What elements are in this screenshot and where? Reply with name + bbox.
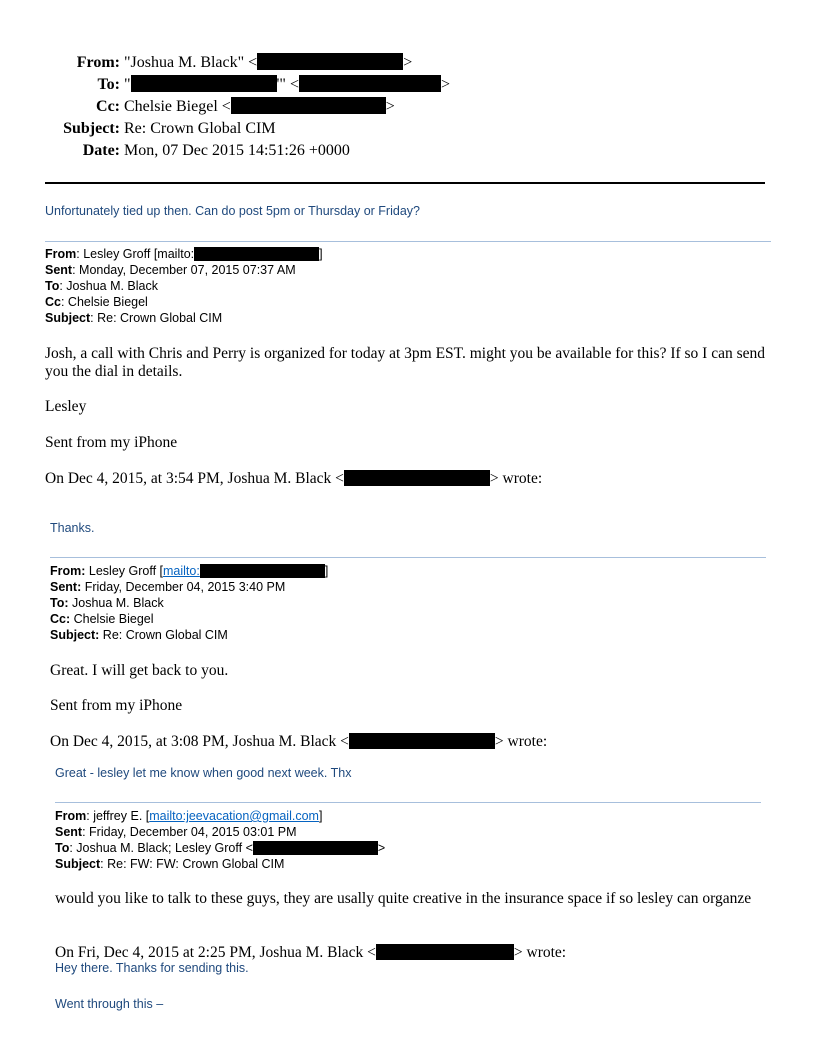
redaction-box [200, 564, 325, 578]
quoted-subject-value: Re: Crown Global CIM [99, 628, 228, 642]
quoted-cc-value: Chelsie Biegel [70, 612, 154, 626]
message-reply-text: Went through this – [55, 997, 164, 1011]
header-to-label: To: [97, 76, 120, 93]
quoted-cc-line [50, 611, 328, 627]
wrote-line-prefix: On Dec 4, 2015, at 3:54 PM, Joshua M. Black < [45, 470, 344, 487]
quoted-cc-label: Cc: [50, 612, 71, 626]
header-from-prefix: "Joshua M. Black" < [124, 54, 258, 71]
wrote-line [50, 733, 547, 751]
wrote-line-suffix: > wrote: [494, 733, 548, 750]
body-paragraph: Great. I will get back to you. [50, 662, 229, 679]
body-paragraph: would you like to talk to these guys, they are usally quite creative in the insurance space if so lesley can organze [55, 890, 752, 907]
top-header [0, 52, 816, 164]
quoted-from-suffix: ] [324, 564, 329, 578]
header-to-prefix: " [124, 76, 131, 93]
header-subject-row [0, 118, 816, 140]
quoted-from-line [55, 808, 385, 824]
header-cc-row [0, 96, 816, 118]
quoted-from-prefix: Lesley Groff [ [85, 564, 164, 578]
wrote-line [55, 944, 566, 962]
quoted-to-line [55, 840, 385, 856]
quoted-from-suffix: ] [319, 247, 323, 261]
wrote-line [45, 470, 542, 488]
quoted-subject-line [50, 627, 328, 643]
quoted-to-line [45, 278, 323, 294]
redaction-box [253, 841, 378, 855]
quoted-to-suffix: > [377, 841, 386, 855]
quoted-sent-line [50, 579, 328, 595]
wrote-line-suffix: > wrote: [489, 470, 543, 487]
quoted-subject-label: Subject: [50, 628, 100, 642]
quoted-to-prefix: : Joshua M. Black; Lesley Groff < [69, 841, 253, 855]
redaction-box [299, 75, 441, 92]
quoted-sent-line [55, 824, 385, 840]
header-to-suffix: > [440, 76, 450, 93]
wrote-line-prefix: On Dec 4, 2015, at 3:08 PM, Joshua M. Black < [50, 733, 349, 750]
quoted-from-label: From [45, 247, 77, 261]
quoted-from-line [45, 246, 323, 262]
quoted-subject-label: Subject [55, 857, 101, 871]
quoted-header-1 [45, 246, 323, 326]
message-reply-text: Great - lesley let me know when good next week. Thx [55, 766, 352, 780]
quoted-header-2 [50, 563, 328, 643]
redaction-box [349, 733, 495, 749]
header-date-label: Date: [82, 142, 120, 159]
redaction-box [194, 247, 319, 261]
quoted-subject-line [45, 310, 323, 326]
wrote-line-prefix: On Fri, Dec 4, 2015 at 2:25 PM, Joshua M. Black < [55, 944, 376, 961]
header-from-row [0, 52, 816, 74]
quoted-to-label: To [55, 841, 70, 855]
mailto-link[interactable]: mailto: [163, 564, 200, 578]
redaction-box [231, 97, 386, 114]
quoted-sent-value: : Monday, December 07, 2015 07:37 AM [72, 263, 296, 277]
quoted-sent-label: Sent [55, 825, 83, 839]
header-from-value [124, 52, 412, 74]
quoted-subject-value: : Re: Crown Global CIM [90, 311, 223, 325]
quoted-subject-value: : Re: FW: FW: Crown Global CIM [100, 857, 285, 871]
header-to-value [124, 74, 450, 96]
quoted-to-label: To [45, 279, 60, 293]
header-cc-suffix: > [385, 98, 395, 115]
body-paragraph: Sent from my iPhone [50, 697, 183, 714]
message-reply-text: Hey there. Thanks for sending this. [55, 961, 249, 975]
header-to-mid: '" < [276, 76, 299, 93]
mailto-link[interactable]: mailto:jeevacation@gmail.com [149, 809, 319, 823]
quoted-subject-label: Subject [45, 311, 91, 325]
body-paragraph: Josh, a call with Chris and Perry is organized for today at 3pm EST. might you be available for this? If so I can send you the dial in details. [45, 345, 766, 380]
header-date-row [0, 140, 816, 162]
quoted-from-prefix: : Lesley Groff [mailto: [76, 247, 195, 261]
quoted-header-3 [55, 808, 385, 872]
header-date-value: Mon, 07 Dec 2015 14:51:26 +0000 [124, 142, 350, 159]
header-subject-value: Re: Crown Global CIM [124, 120, 276, 137]
quoted-cc-line [45, 294, 323, 310]
quoted-sent-label: Sent: [50, 580, 82, 594]
quoted-to-label: To: [50, 596, 69, 610]
message-reply-text: Thanks. [50, 521, 95, 535]
wrote-line-suffix: > wrote: [513, 944, 567, 961]
quoted-from-label: From: [50, 564, 86, 578]
quoted-cc-value: : Chelsie Biegel [60, 295, 148, 309]
quoted-sent-label: Sent [45, 263, 73, 277]
header-from-suffix: > [403, 54, 413, 71]
message-reply-text: Unfortunately tied up then. Can do post 5pm or Thursday or Friday? [45, 204, 420, 218]
quoted-from-label: From [55, 809, 87, 823]
header-cc-value [124, 96, 395, 118]
body-paragraph: Lesley [45, 398, 87, 415]
header-cc-prefix: Chelsie Biegel < [124, 98, 231, 115]
quoted-from-suffix: ] [318, 809, 323, 823]
message-separator [55, 802, 761, 803]
header-subject-label: Subject: [63, 120, 120, 137]
redaction-box [257, 53, 403, 70]
header-cc-label: Cc: [96, 98, 120, 115]
header-to-row [0, 74, 816, 96]
quoted-from-line [50, 563, 328, 579]
quoted-to-value: Joshua M. Black [68, 596, 164, 610]
message-separator [50, 557, 766, 558]
quoted-subject-line [55, 856, 385, 872]
header-divider [45, 182, 765, 184]
quoted-sent-value: : Friday, December 04, 2015 03:01 PM [82, 825, 297, 839]
redaction-box [344, 470, 490, 486]
quoted-sent-line [45, 262, 323, 278]
redaction-box [376, 944, 514, 960]
quoted-to-line [50, 595, 328, 611]
redaction-box [131, 75, 277, 92]
body-paragraph: Sent from my iPhone [45, 434, 178, 451]
quoted-to-value: : Joshua M. Black [59, 279, 158, 293]
message-separator [45, 241, 771, 242]
quoted-sent-value: Friday, December 04, 2015 3:40 PM [81, 580, 286, 594]
quoted-cc-label: Cc [45, 295, 61, 309]
header-from-label: From: [76, 54, 120, 71]
quoted-from-prefix: : jeffrey E. [ [86, 809, 150, 823]
